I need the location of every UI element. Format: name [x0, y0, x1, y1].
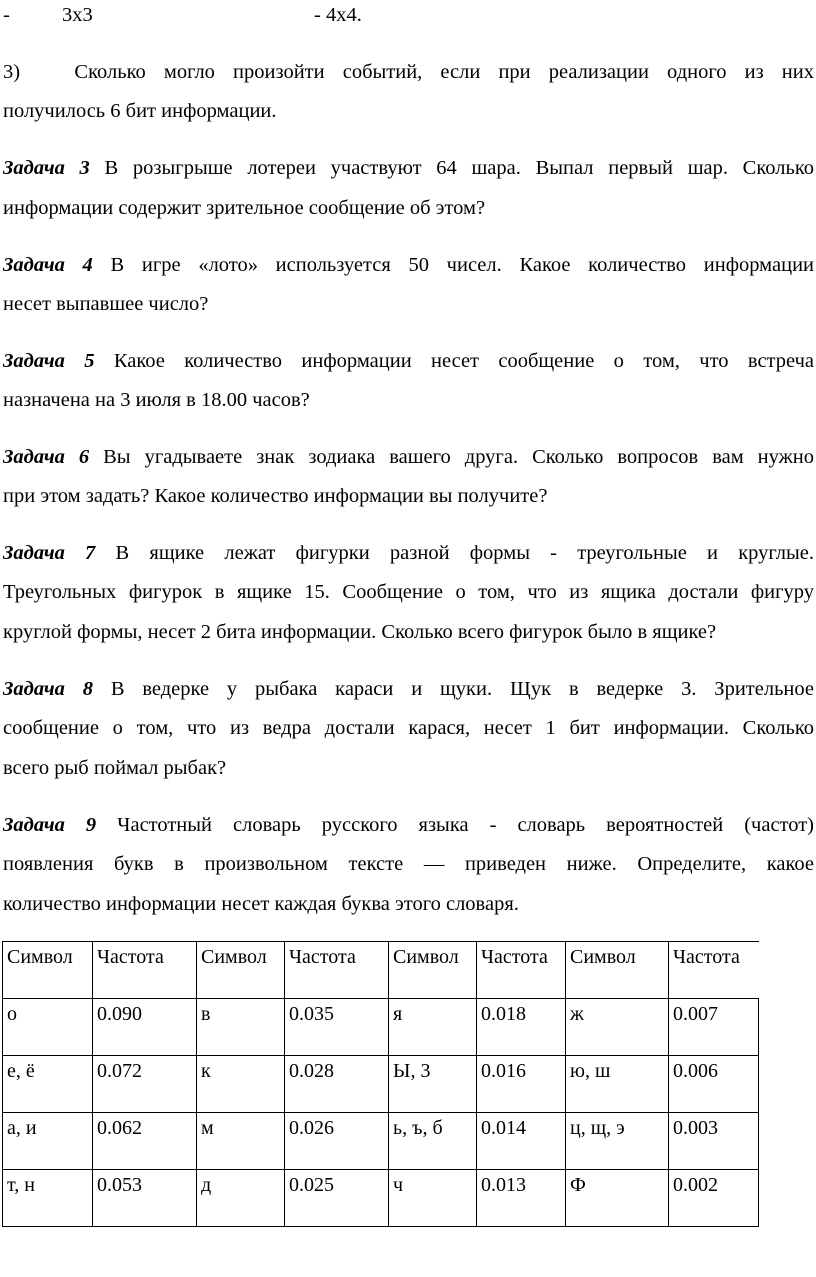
task-3-line-2: информации содержит зрительное сообщение об этом?	[3, 197, 486, 219]
table-header-row	[3, 942, 759, 999]
formula-dash: -	[3, 4, 10, 26]
task-6-text: Вы угадываете знак зодиака вашего друга. Сколько вопросов вам нужно	[103, 446, 815, 468]
table-cell: а, и	[3, 1113, 93, 1170]
formula-line	[3, 2, 362, 28]
table-cell: ь, ъ, б	[389, 1113, 477, 1170]
table-header-cell: Частота	[93, 942, 197, 999]
task-9-label: Задача 9	[3, 814, 97, 836]
table-cell: 0.016	[477, 1056, 566, 1113]
table-row	[3, 1113, 759, 1170]
task-9-line-3: количество информации несет каждая буква этого словаря.	[3, 893, 519, 915]
table-header-cell: Символ	[3, 942, 93, 999]
table-cell: Ф	[566, 1170, 669, 1227]
task-7-line-2: Треугольных фигурок в ящике 15. Сообщение о том, что из ящика достали фигуру	[3, 581, 814, 603]
task-3-line-1	[3, 155, 814, 181]
table-cell: м	[197, 1113, 285, 1170]
table-header-cell: Частота	[477, 942, 566, 999]
table-row	[3, 1056, 759, 1113]
task-9-line-2: появления букв в произвольном тексте — приведен ниже. Определите, какое	[3, 853, 814, 875]
task-3-label: Задача 3	[3, 157, 90, 179]
table-cell: е, ё	[3, 1056, 93, 1113]
task-6-line-2: при этом задать? Какое количество информации вы получите?	[3, 485, 548, 507]
frequency-table	[2, 941, 759, 1227]
task-4-label: Задача 4	[3, 254, 93, 276]
task-7-label: Задача 7	[3, 542, 96, 564]
task-4-line-2: несет выпавшее число?	[3, 293, 209, 315]
task-5-label: Задача 5	[3, 350, 95, 372]
table-cell: 0.072	[93, 1056, 197, 1113]
question-3-text: Сколько могло произойти событий, если при реализации одного из них	[74, 61, 814, 83]
task-6-line-1	[3, 444, 814, 470]
table-cell: 0.003	[669, 1113, 759, 1170]
table-header-cell: Частота	[669, 942, 759, 999]
table-header-cell: Частота	[285, 942, 389, 999]
table-cell: о	[3, 999, 93, 1056]
table-cell: д	[197, 1170, 285, 1227]
table-row	[3, 1170, 759, 1227]
task-8-line-2: сообщение о том, что из ведра достали карася, несет 1 бит информации. Сколько	[3, 717, 814, 739]
table-cell: ч	[389, 1170, 477, 1227]
task-9-line-1	[3, 812, 814, 838]
table-cell: 0.026	[285, 1113, 389, 1170]
question-3-line-1	[3, 59, 814, 85]
task-7-text: В ящике лежат фигурки разной формы - треугольные и круглые.	[115, 542, 815, 564]
task-9-text: Частотный словарь русского языка - словарь вероятностей (частот)	[117, 814, 815, 836]
table-header-cell: Символ	[197, 942, 285, 999]
question-3-number: 3)	[3, 61, 21, 83]
table-cell: 0.018	[477, 999, 566, 1056]
task-4-text: В игре «лото» используется 50 чисел. Какое количество информации	[110, 254, 815, 276]
task-7-line-1	[3, 540, 814, 566]
task-6-label: Задача 6	[3, 446, 90, 468]
table-header-cell: Символ	[566, 942, 669, 999]
table-header-cell: Символ	[389, 942, 477, 999]
task-7-line-3: круглой формы, несет 2 бита информации. Сколько всего фигурок было в ящике?	[3, 621, 717, 643]
formula-b: - 4x4.	[314, 4, 362, 26]
table-cell: 0.090	[93, 999, 197, 1056]
table-cell: 0.013	[477, 1170, 566, 1227]
table-cell: ж	[566, 999, 669, 1056]
table-cell: я	[389, 999, 477, 1056]
table-cell: 0.062	[93, 1113, 197, 1170]
table-cell: к	[197, 1056, 285, 1113]
task-8-text: В ведерке у рыбака караси и щуки. Щук в ведерке 3. Зрительное	[110, 678, 815, 700]
table-row	[3, 999, 759, 1056]
task-8-line-3: всего рыб поймал рыбак?	[3, 757, 227, 779]
question-3-line-2: получилось 6 бит информации.	[3, 100, 277, 122]
task-3-text: В розыгрыше лотереи участвуют 64 шара. Выпал первый шар. Сколько	[104, 157, 814, 179]
table-cell: ц, щ, э	[566, 1113, 669, 1170]
formula-a: 3x3	[62, 4, 93, 26]
table-cell: 0.053	[93, 1170, 197, 1227]
task-8-label: Задача 8	[3, 678, 93, 700]
task-5-line-1	[3, 348, 814, 374]
table-cell: 0.028	[285, 1056, 389, 1113]
table-cell: 0.006	[669, 1056, 759, 1113]
table-cell: 0.002	[669, 1170, 759, 1227]
table-cell: т, н	[3, 1170, 93, 1227]
table-cell: 0.007	[669, 999, 759, 1056]
task-4-line-1	[3, 252, 814, 278]
task-5-text: Какое количество информации несет сообщение о том, что встреча	[113, 350, 815, 372]
table-cell: Ы, 3	[389, 1056, 477, 1113]
table-cell: 0.035	[285, 999, 389, 1056]
table-cell: в	[197, 999, 285, 1056]
table-cell: 0.025	[285, 1170, 389, 1227]
task-5-line-2: назначена на 3 июля в 18.00 часов?	[3, 389, 310, 411]
table-cell: ю, ш	[566, 1056, 669, 1113]
task-8-line-1	[3, 676, 814, 702]
table-cell: 0.014	[477, 1113, 566, 1170]
